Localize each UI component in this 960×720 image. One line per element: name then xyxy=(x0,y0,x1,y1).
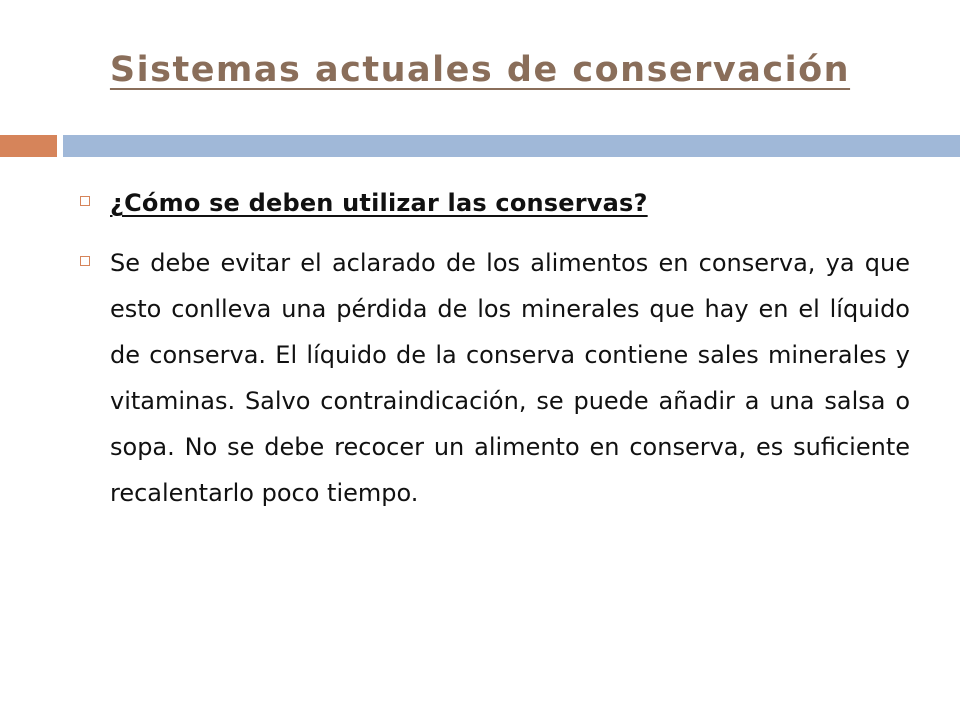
bullet-list xyxy=(78,180,910,530)
bullet-item-explanation xyxy=(78,240,910,516)
title-accent-bar-blue xyxy=(63,135,960,157)
slide-title: Sistemas actuales de conservación xyxy=(109,50,851,90)
title-accent-bar-orange xyxy=(0,135,57,157)
bullet-body-text: Se debe evitar el aclarado de los alimentos en conserva, ya que esto conlleva una pérdida de los minerales que hay en el líquido de conserva. El líquido de la conserva contiene sales minerales y vitaminas. Salvo contraindicación, se puede añadir a una salsa o sopa. No se debe recocer un alimento en conserva, es suficiente recalentarlo poco tiempo. xyxy=(110,249,910,507)
square-bullet-icon xyxy=(80,196,90,206)
square-bullet-icon xyxy=(80,256,90,266)
bullet-item-question xyxy=(78,180,910,226)
bullet-heading-text: ¿Cómo se deben utilizar las conservas? xyxy=(110,189,648,217)
